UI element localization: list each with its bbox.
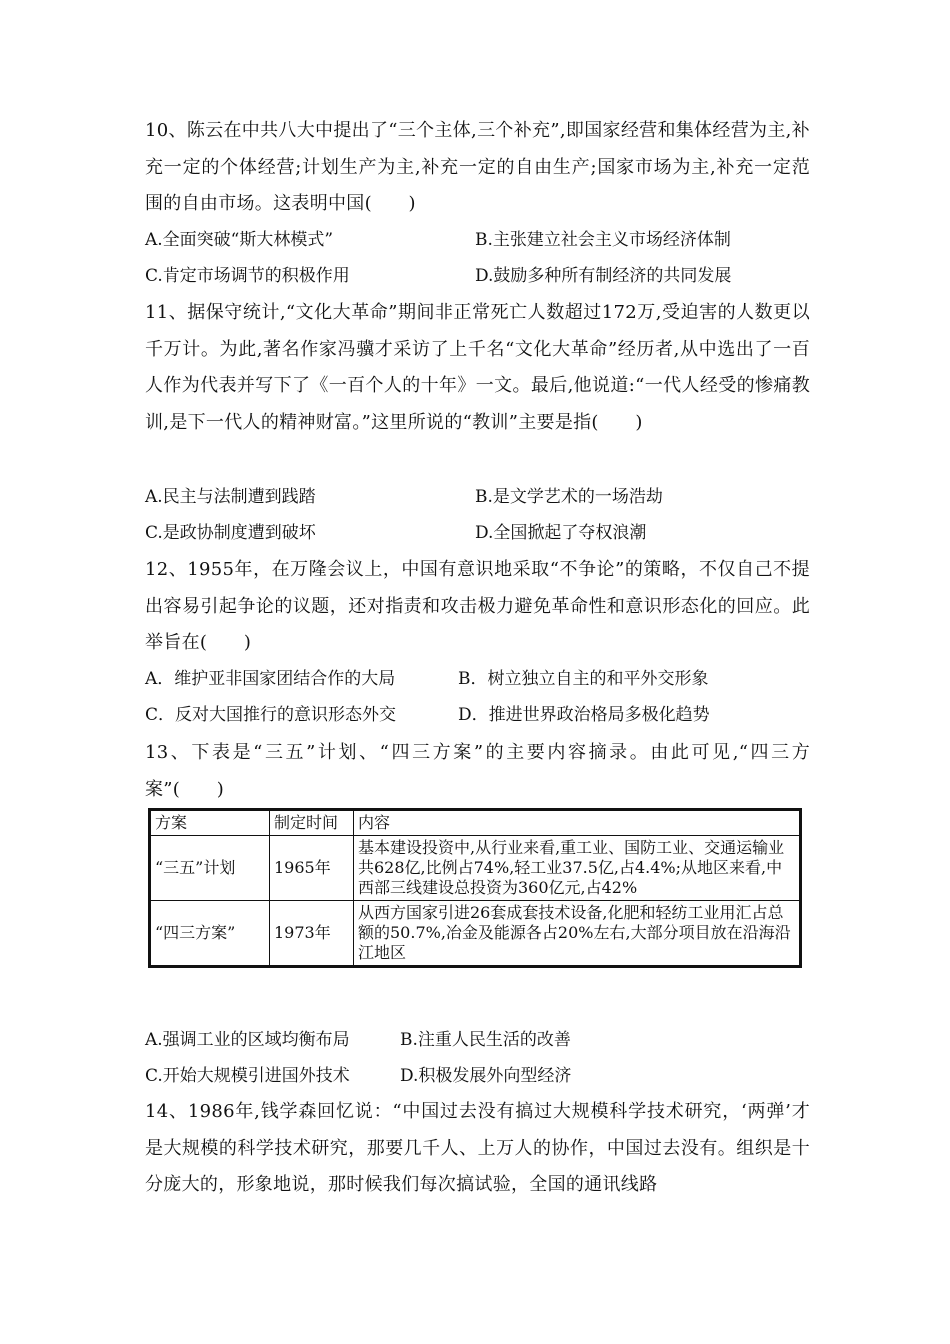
question-12-option-c: C．反对大国推行的意识形态外交 — [145, 705, 397, 725]
question-10-option-d: D.鼓励多种所有制经济的共同发展 — [475, 266, 732, 286]
question-12-stem: 12、1955年，在万隆会议上，中国有意识地采取“不争论”的策略，不仅自己不提出容易引起争论的议题，还对指责和攻击极力避免革命性和意识形态化的回应。此举旨在( ) — [145, 559, 810, 653]
table-cell-plan: “四三方案” — [150, 901, 270, 967]
question-11-option-c: C.是政协制度遭到破坏 — [145, 523, 316, 543]
question-14-stem: 14、1986年,钱学森回忆说：“中国过去没有搞过大规模科学技术研究，‘两弹’才是大规模的科学技术研究，那要几千人、上万人的协作，中国过去没有。组织是十分庞大的，形象地说，那时候我们每次搞试验，全国的通讯线路 — [145, 1101, 810, 1195]
question-11-option-b: B.是文学艺术的一场浩劫 — [475, 487, 663, 507]
question-12-options-row-2 — [145, 700, 810, 730]
question-13-option-a: A.强调工业的区域均衡布局 — [145, 1030, 350, 1050]
table-row — [150, 836, 801, 901]
question-12-option-b: B．树立独立自主的和平外交形象 — [458, 669, 709, 689]
question-13-options-row-1 — [145, 1025, 810, 1055]
question-10-options-row-1 — [145, 225, 810, 255]
question-13-option-b: B.注重人民生活的改善 — [400, 1030, 571, 1050]
table-header-content: 内容 — [354, 810, 801, 836]
table-cell-content: 从西方国家引进26套成套技术设备,化肥和轻纺工业用汇占总额的50.7%,冶金及能源各占20%左右,大部分项目放在沿海沿江地区 — [354, 901, 801, 967]
question-10-option-a: A.全面突破“斯大林模式” — [145, 230, 334, 250]
table-cell-plan: “三五”计划 — [150, 836, 270, 901]
table-header-time: 制定时间 — [270, 810, 354, 836]
question-11-stem: 11、据保守统计,“文化大革命”期间非正常死亡人数超过172万,受迫害的人数更以千万计。为此,著名作家冯骥才采访了上千名“文化大革命”经历者,从中选出了一百人作为代表并写下了《一百个人的十年》一文。最后,他说道:“一代人经受的惨痛教训,是下一代人的精神财富。”这里所说的“教训”主要是指( ) — [145, 302, 810, 433]
table-cell-content: 基本建设投资中,从行业来看,重工业、国防工业、交通运输业共628亿,比例占74%,轻工业37.5亿,占4.4%;从地区来看,中西部三线建设总投资为360亿元,占42% — [354, 836, 801, 901]
question-11-options-row-1 — [145, 482, 810, 512]
table-cell-time: 1973年 — [270, 901, 354, 967]
table-cell-time: 1965年 — [270, 836, 354, 901]
question-10-option-b: B.主张建立社会主义市场经济体制 — [475, 230, 731, 250]
question-12-option-d: D．推进世界政治格局多极化趋势 — [458, 705, 710, 725]
question-13-options-row-2 — [145, 1061, 810, 1091]
table-header-row — [150, 810, 801, 836]
table-header-plan: 方案 — [150, 810, 270, 836]
question-10-options-row-2 — [145, 261, 810, 291]
question-12-options-row-1 — [145, 664, 810, 694]
plan-comparison-table — [148, 808, 802, 968]
question-11-options-row-2 — [145, 518, 810, 548]
question-13-option-c: C.开始大规模引进国外技术 — [145, 1066, 350, 1086]
question-13-option-d: D.积极发展外向型经济 — [400, 1066, 572, 1086]
table-row — [150, 901, 801, 967]
question-10-stem: 10、陈云在中共八大中提出了“三个主体,三个补充”,即国家经营和集体经营为主,补充一定的个体经营;计划生产为主,补充一定的自由生产;国家市场为主,补充一定范围的自由市场。这表明中国( ) — [145, 120, 810, 214]
question-12-option-a: A．维护亚非国家团结合作的大局 — [145, 669, 396, 689]
question-11-option-d: D.全国掀起了夺权浪潮 — [475, 523, 647, 543]
question-10-option-c: C.肯定市场调节的积极作用 — [145, 266, 350, 286]
question-13-stem: 13、下表是“三五”计划、“四三方案”的主要内容摘录。由此可见,“四三方案”( ) — [145, 742, 810, 800]
question-11-option-a: A.民主与法制遭到践踏 — [145, 487, 316, 507]
